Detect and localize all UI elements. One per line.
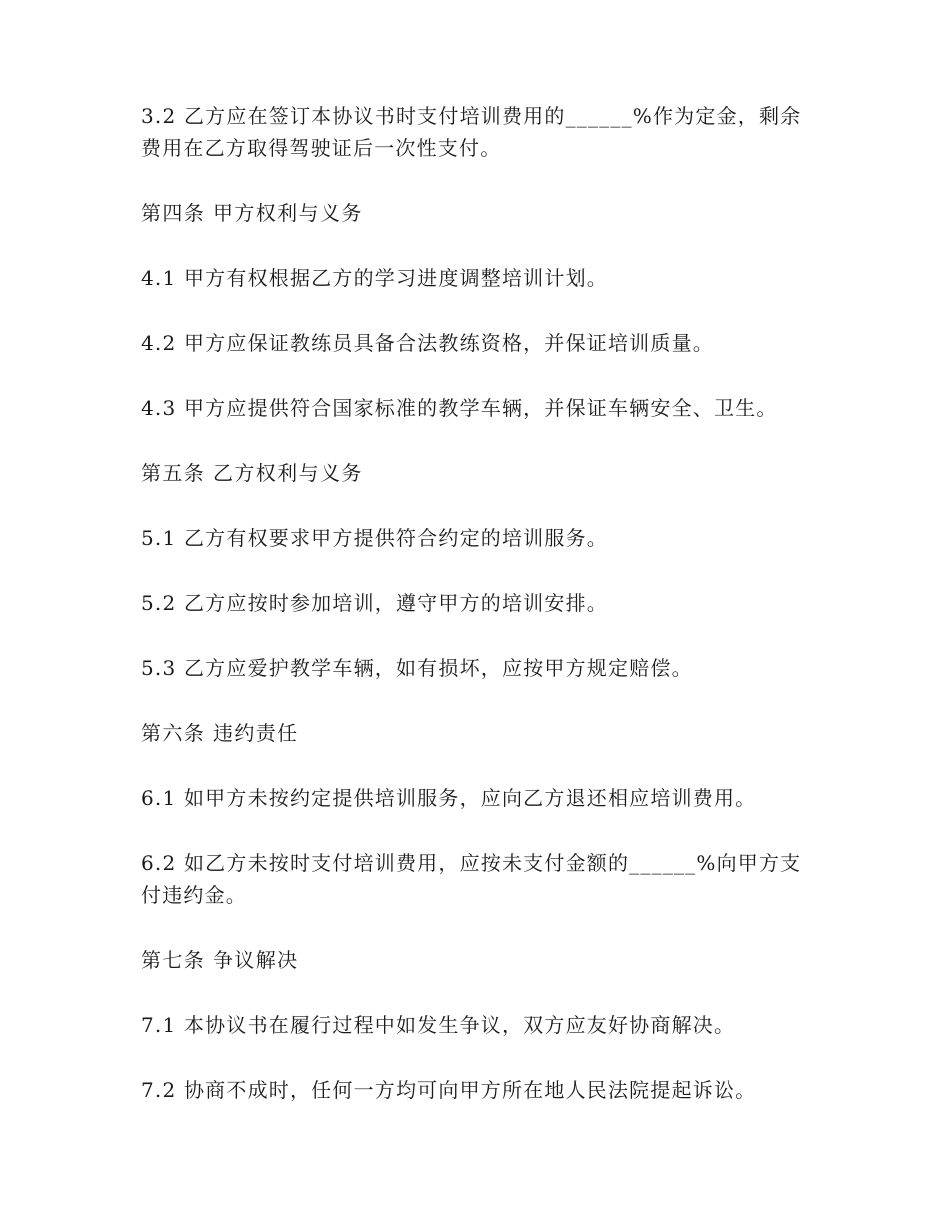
clause-4-1: 4.1 甲方有权根据乙方的学习进度调整培训计划。 — [141, 266, 608, 290]
article-heading: 第五条 乙方权利与义务 — [141, 461, 363, 485]
clause-4-3: 4.3 甲方应提供符合国家标准的教学车辆，并保证车辆安全、卫生。 — [141, 396, 778, 420]
clause-text: 3.2 乙方应在签订本协议书时支付培训费用的 — [141, 104, 566, 128]
clause-text: %向甲方支付违约金。 — [141, 851, 802, 907]
clause-text: 6.2 如乙方未按时支付培训费用，应按未支付金额的 — [141, 851, 630, 875]
clause-6-1: 6.1 如甲方未按约定提供培训服务，应向乙方退还相应培训费用。 — [141, 786, 757, 810]
clause-3-2 — [141, 100, 811, 164]
fill-in-blank[interactable]: ______ — [629, 851, 697, 875]
document-page — [141, 100, 811, 1139]
clause-6-2 — [141, 847, 811, 911]
clause-7-2: 7.2 协商不成时，任何一方均可向甲方所在地人民法院提起诉讼。 — [141, 1078, 757, 1102]
clause-5-3: 5.3 乙方应爱护教学车辆，如有损坏，应按甲方规定赔偿。 — [141, 656, 693, 680]
fill-in-blank[interactable]: ______ — [565, 104, 633, 128]
clause-4-2: 4.2 甲方应保证教练员具备合法教练资格，并保证培训质量。 — [141, 331, 714, 355]
clause-7-1: 7.1 本协议书在履行过程中如发生争议，双方应友好协商解决。 — [141, 1013, 736, 1037]
clause-text: %作为定金，剩余费用在乙方取得驾驶证后一次性支付。 — [141, 104, 802, 160]
article-heading: 第四条 甲方权利与义务 — [141, 201, 363, 225]
article-heading: 第六条 违约责任 — [141, 721, 299, 745]
clause-5-1: 5.1 乙方有权要求甲方提供符合约定的培训服务。 — [141, 526, 608, 550]
article-heading: 第七条 争议解决 — [141, 948, 299, 972]
clause-5-2: 5.2 乙方应按时参加培训，遵守甲方的培训安排。 — [141, 591, 608, 615]
